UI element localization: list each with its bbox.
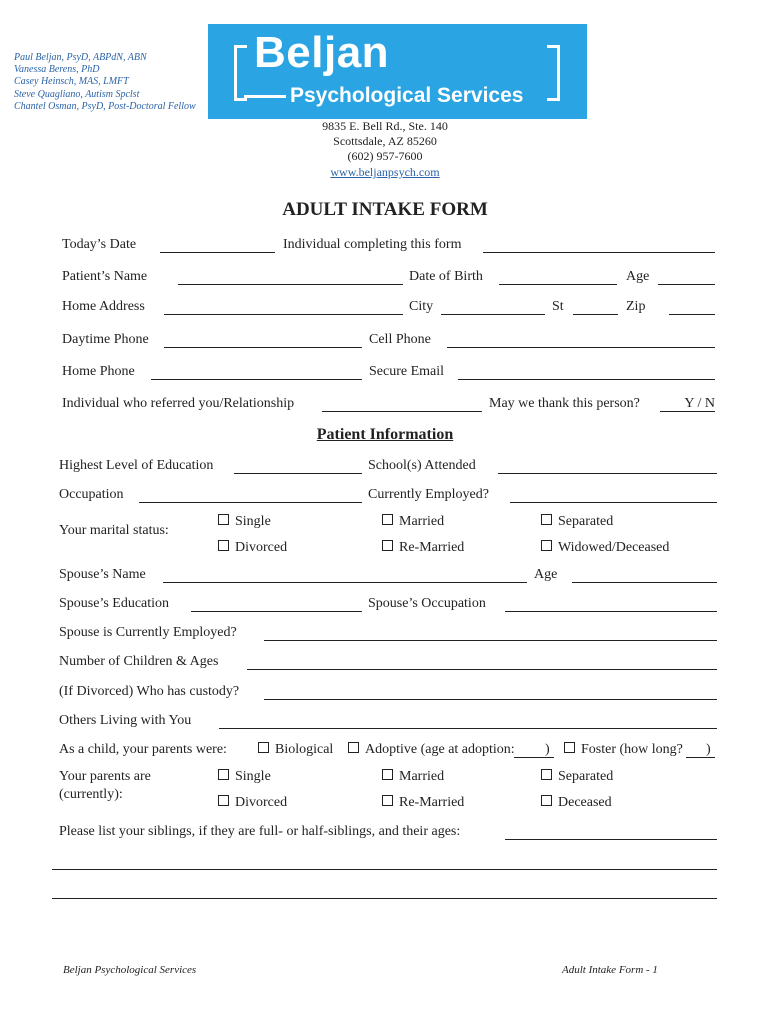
form-title: ADULT INTAKE FORM	[282, 199, 488, 220]
foster-close-paren: )	[706, 742, 711, 757]
parents-separated-checkbox[interactable]	[541, 769, 613, 785]
home-phone-field[interactable]	[151, 379, 362, 380]
others-living-field[interactable]	[219, 728, 717, 729]
checkbox-label: Single	[235, 769, 271, 784]
patient-name-field[interactable]	[178, 284, 403, 285]
checkbox-label: Married	[399, 769, 445, 784]
zip-field[interactable]	[669, 314, 715, 315]
marital-single-checkbox[interactable]	[218, 514, 271, 530]
checkbox-label: Foster (how long?	[581, 742, 683, 757]
checkbox-label: Deceased	[558, 795, 612, 810]
schools-field[interactable]	[498, 473, 717, 474]
siblings-line-2[interactable]	[52, 869, 717, 870]
daytime-phone-label: Daytime Phone	[62, 332, 149, 347]
currently-employed-label: Currently Employed?	[368, 487, 489, 502]
city-field[interactable]	[441, 314, 545, 315]
cell-phone-label: Cell Phone	[369, 332, 431, 347]
home-address-label: Home Address	[62, 299, 145, 314]
staff-name: Chantel Osman, PsyD, Post-Doctoral Fellow	[14, 100, 196, 112]
marital-remarried-checkbox[interactable]	[382, 540, 464, 556]
home-phone-label: Home Phone	[62, 364, 135, 379]
marital-status-label: Your marital status:	[59, 523, 169, 538]
staff-name: Steve Quagliano, Autism Spclst	[14, 88, 140, 100]
todays-date-label: Today’s Date	[62, 237, 137, 252]
occupation-label: Occupation	[59, 487, 124, 502]
checkbox-icon	[218, 769, 229, 780]
checkbox-icon	[382, 514, 393, 525]
checkbox-label: Re-Married	[399, 795, 465, 810]
education-label: Highest Level of Education	[59, 458, 214, 473]
custody-field[interactable]	[264, 699, 717, 700]
spouse-occupation-label: Spouse’s Occupation	[368, 596, 486, 611]
checkbox-label: Divorced	[235, 540, 288, 555]
daytime-phone-field[interactable]	[164, 347, 362, 348]
checkbox-icon	[541, 540, 552, 551]
cell-phone-field[interactable]	[447, 347, 715, 348]
checkbox-label: Divorced	[235, 795, 288, 810]
spouse-education-label: Spouse’s Education	[59, 596, 170, 611]
referred-by-field[interactable]	[322, 411, 482, 412]
others-living-label: Others Living with You	[59, 713, 192, 728]
logo-bracket-right	[547, 45, 560, 101]
website-link[interactable]: www.beljanpsych.com	[330, 164, 440, 179]
city-label: City	[409, 299, 434, 314]
checkbox-label: Re-Married	[399, 540, 465, 555]
footer-left: Beljan Psychological Services	[63, 964, 197, 976]
currently-employed-field[interactable]	[510, 502, 717, 503]
adoptive-checkbox[interactable]	[348, 742, 515, 758]
spouse-education-field[interactable]	[191, 611, 362, 612]
dob-field[interactable]	[499, 284, 617, 285]
occupation-field[interactable]	[139, 502, 362, 503]
foster-checkbox[interactable]	[564, 742, 683, 758]
logo-underline	[244, 95, 286, 98]
checkbox-icon	[258, 742, 269, 753]
checkbox-label: Single	[235, 514, 271, 529]
custody-label: (If Divorced) Who has custody?	[59, 684, 240, 699]
checkbox-icon	[218, 514, 229, 525]
parents-married-checkbox[interactable]	[382, 769, 444, 785]
checkbox-icon	[382, 769, 393, 780]
spouse-age-field[interactable]	[572, 582, 717, 583]
address-block	[0, 119, 770, 180]
checkbox-icon	[564, 742, 575, 753]
schools-label: School(s) Attended	[368, 458, 476, 473]
st-field[interactable]	[573, 314, 618, 315]
individual-completing-label: Individual completing this form	[283, 237, 462, 252]
checkbox-label: Married	[399, 514, 445, 529]
checkbox-icon	[541, 795, 552, 806]
zip-label: Zip	[626, 299, 646, 314]
home-address-field[interactable]	[164, 314, 403, 315]
spouse-employed-field[interactable]	[264, 640, 717, 641]
referred-by-label: Individual who referred you/Relationship	[62, 396, 295, 411]
logo-name: Beljan	[254, 28, 390, 77]
dob-label: Date of Birth	[409, 269, 483, 284]
logo-bracket-left	[234, 45, 247, 101]
parents-single-checkbox[interactable]	[218, 769, 271, 785]
staff-list	[14, 52, 196, 113]
staff-name: Paul Beljan, PsyD, ABPdN, ABN	[14, 52, 147, 63]
footer-right: Adult Intake Form - 1	[562, 964, 658, 976]
checkbox-icon	[218, 540, 229, 551]
spouse-age-label: Age	[534, 567, 558, 582]
children-label: Number of Children & Ages	[59, 654, 219, 669]
parents-deceased-checkbox[interactable]	[541, 795, 612, 811]
may-we-thank-label: May we thank this person?	[489, 396, 640, 411]
spouse-employed-label: Spouse is Currently Employed?	[59, 625, 237, 640]
age-label: Age	[626, 269, 650, 284]
checkbox-icon	[541, 514, 552, 525]
parents-were-label: As a child, your parents were:	[59, 742, 227, 757]
checkbox-label: Biological	[275, 742, 334, 757]
beljan-logo	[208, 24, 587, 119]
parents-are-label: Your parents are	[59, 769, 151, 784]
checkbox-label: Adoptive (age at adoption:	[365, 742, 515, 757]
checkbox-icon	[218, 795, 229, 806]
checkbox-label: Separated	[558, 514, 614, 529]
staff-name: Vanessa Berens, PhD	[14, 64, 100, 76]
logo-subtitle: Psychological Services	[290, 84, 524, 107]
marital-divorced-checkbox[interactable]	[218, 540, 287, 556]
children-field[interactable]	[247, 669, 717, 670]
siblings-field[interactable]	[505, 839, 717, 840]
biological-checkbox[interactable]	[258, 742, 333, 758]
siblings-label: Please list your siblings, if they are full- or half-siblings, and their ages:	[59, 824, 461, 839]
marital-married-checkbox[interactable]	[382, 514, 444, 530]
spouse-occupation-field[interactable]	[505, 611, 717, 612]
checkbox-label: Separated	[558, 769, 614, 784]
patient-name-label: Patient’s Name	[62, 269, 148, 284]
todays-date-field[interactable]	[160, 252, 275, 253]
education-field[interactable]	[234, 473, 362, 474]
checkbox-label: Widowed/Deceased	[558, 540, 670, 555]
address-street: 9835 E. Bell Rd., Ste. 140	[322, 119, 448, 133]
parents-are-label-line2: (currently):	[59, 787, 123, 802]
secure-email-field[interactable]	[458, 379, 715, 380]
marital-widowed-checkbox[interactable]	[541, 540, 669, 556]
st-label: St	[552, 299, 564, 314]
checkbox-icon	[348, 742, 359, 753]
checkbox-icon	[541, 769, 552, 780]
marital-separated-checkbox[interactable]	[541, 514, 613, 530]
spouse-name-label: Spouse’s Name	[59, 567, 146, 582]
checkbox-icon	[382, 540, 393, 551]
parents-divorced-checkbox[interactable]	[218, 795, 287, 811]
checkbox-icon	[382, 795, 393, 806]
yes-no-option[interactable]: Y / N	[660, 396, 715, 412]
staff-name: Casey Heinsch, MAS, LMFT	[14, 76, 129, 88]
secure-email-label: Secure Email	[369, 364, 445, 379]
address-city: Scottsdale, AZ 85260	[333, 134, 437, 149]
adoptive-close-paren: )	[545, 742, 550, 757]
spouse-name-field[interactable]	[163, 582, 527, 583]
individual-completing-field[interactable]	[483, 252, 715, 253]
parents-remarried-checkbox[interactable]	[382, 795, 464, 811]
siblings-line-3[interactable]	[52, 898, 717, 899]
patient-information-heading: Patient Information	[316, 426, 454, 443]
address-phone: (602) 957-7600	[347, 149, 423, 164]
age-field[interactable]	[658, 284, 715, 285]
